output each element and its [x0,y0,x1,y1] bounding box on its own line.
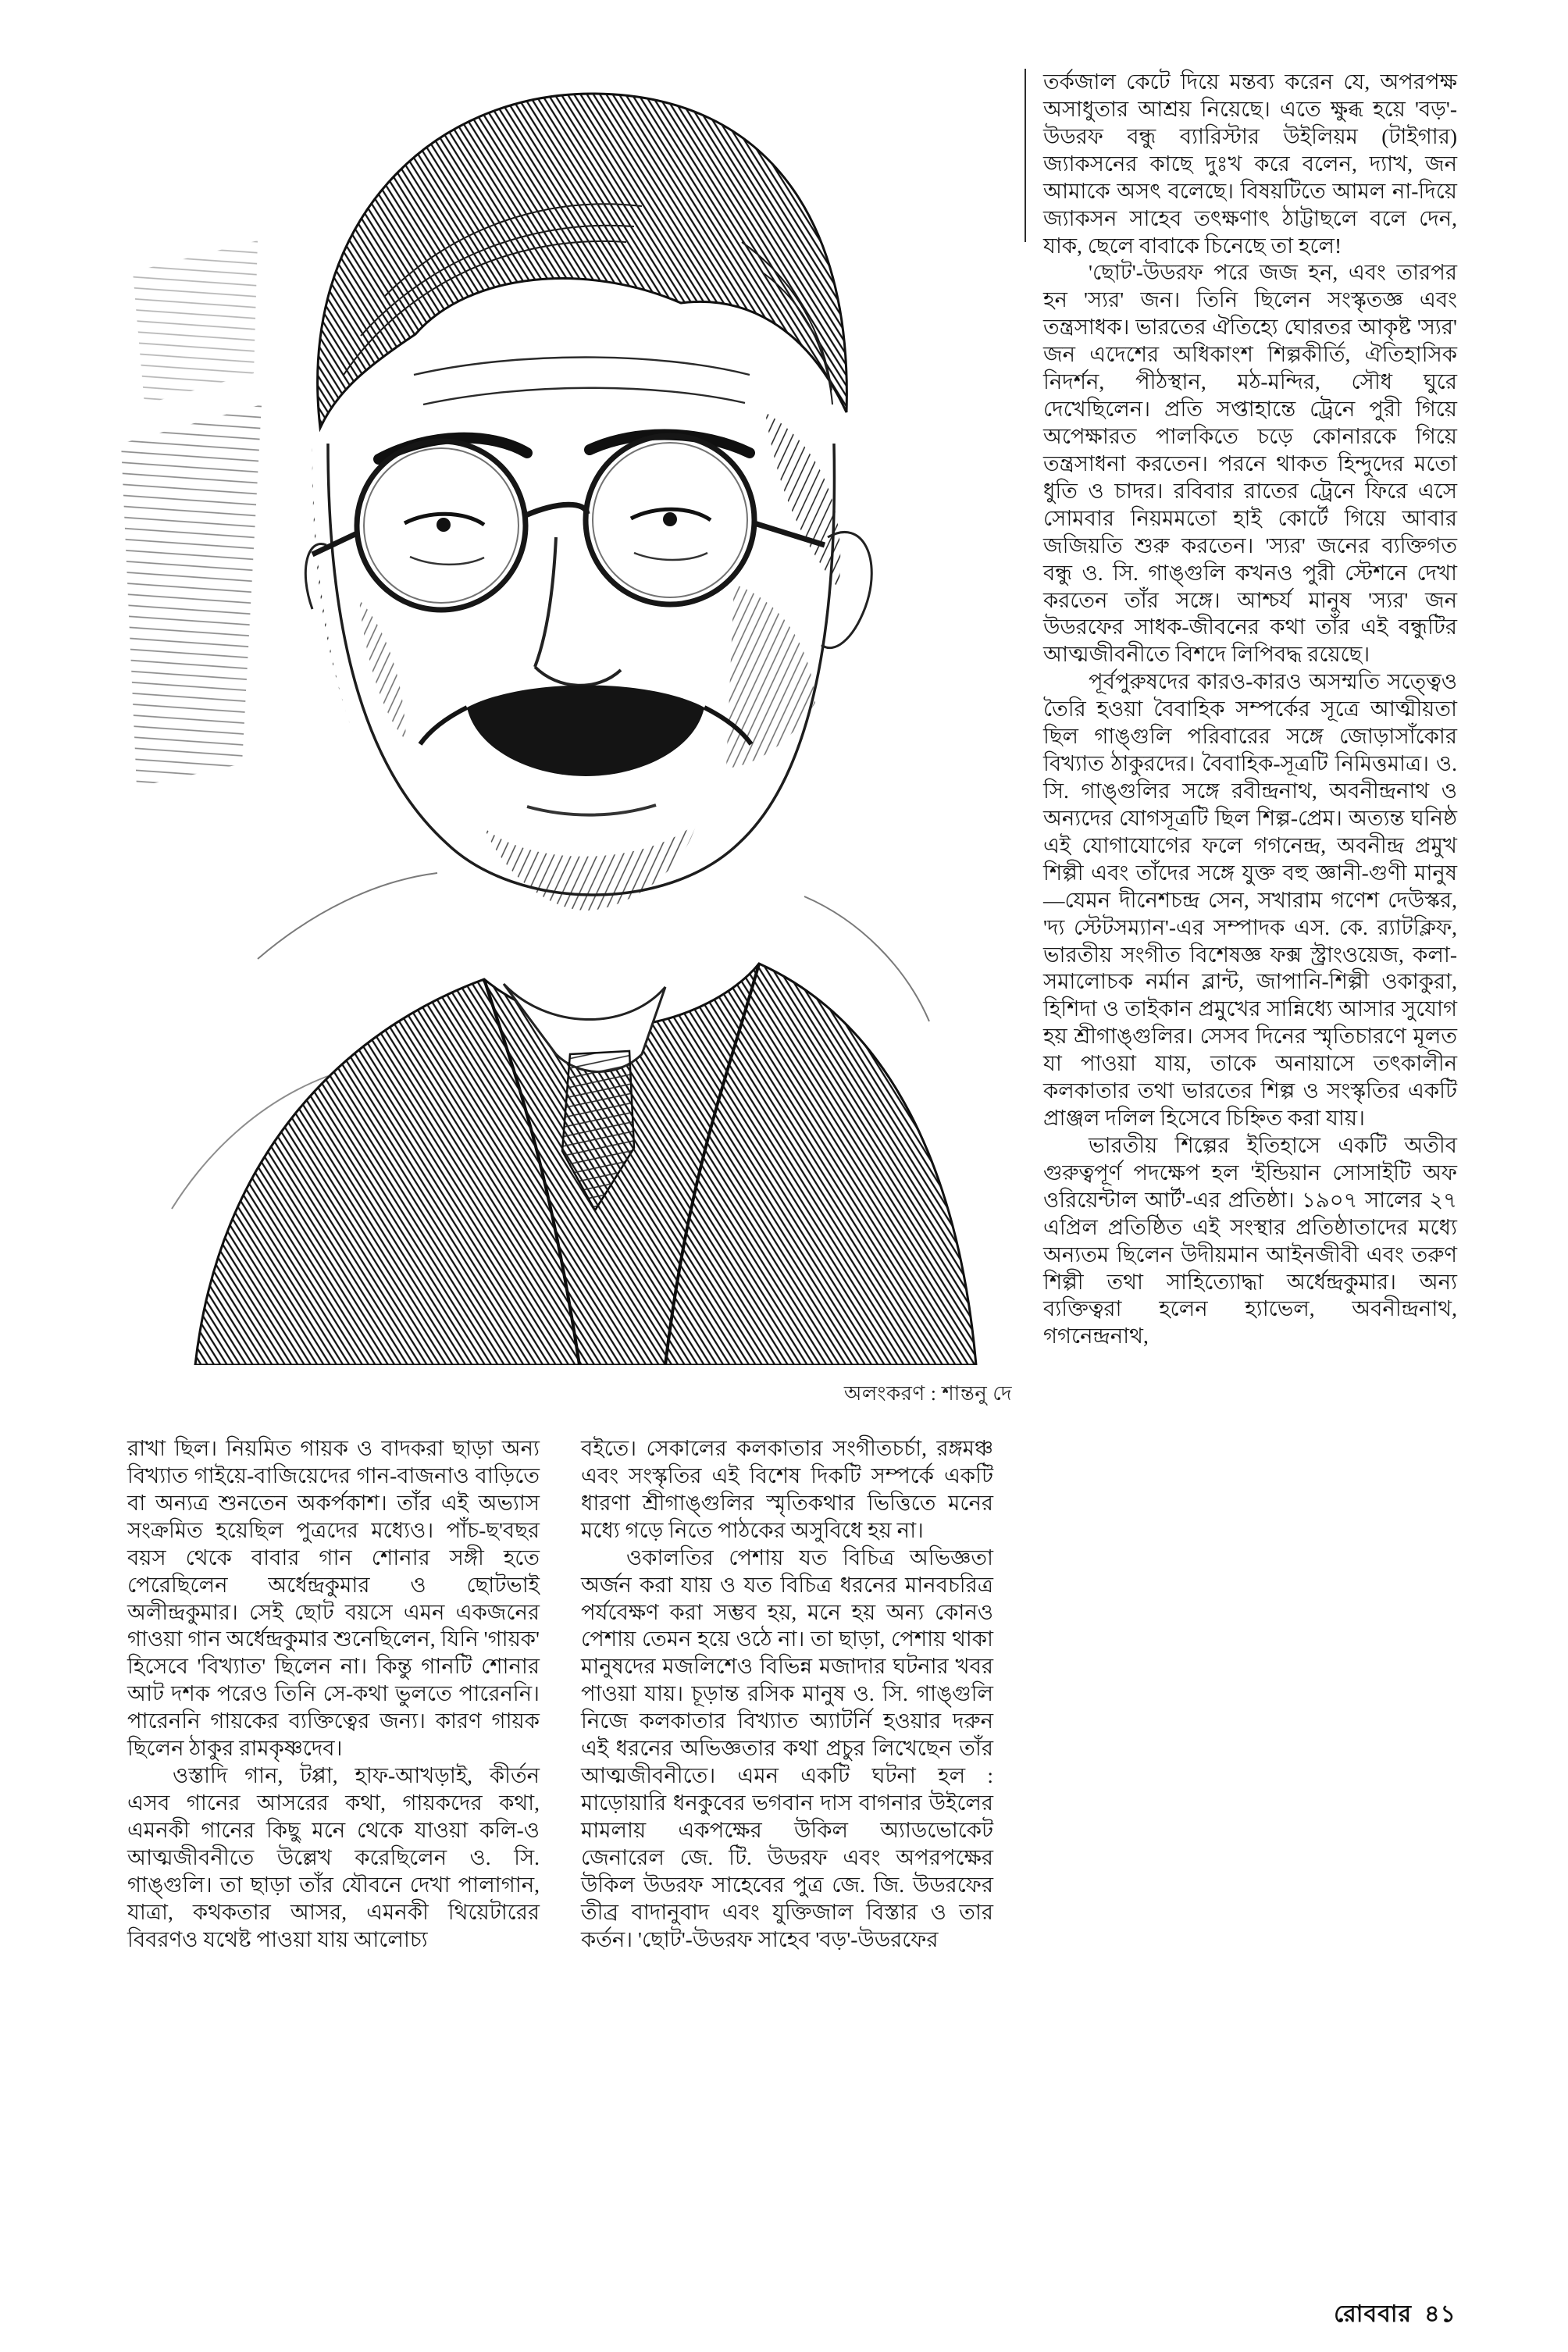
illustration-credit: অলংকরণ : শান্তনু দে [843,1382,1012,1405]
paragraph: 'ছোট'-উডরফ পরে জজ হন, এবং তারপর হন 'স্যর' জন। তিনি ছিলেন সংস্কৃতজ্ঞ এবং তন্ত্রসাধক। ভারতের ঐতিহ্যে ঘোরতর আকৃষ্ট 'স্যর' জন এদেশের অধিকাংশ শিল্পকীর্তি, ঐতিহাসিক নিদর্শন, পীঠস্থান, মঠ-মন্দির, সৌধ ঘুরে দেখেছিলেন। প্রতি সপ্তাহান্তে ট্রেনে পুরী গিয়ে অপেক্ষারত পালকিতে চড়ে কোনারকে গিয়ে তন্ত্রসাধনা করতেন। পরনে থাকত হিন্দুদের মতো ধুতি ও চাদর। রবিবার রাতের ট্রেনে ফিরে এসে সোমবার নিয়মমতো হাই কোর্টে গিয়ে আবার জজিয়তি শুরু করতেন। 'স্যর' জনের ব্যক্তিগত বন্ধু ও. সি. গাঙ্গুলি কখনও পুরী স্টেশনে দেখা করতেন তাঁর সঙ্গে। আশ্চর্য মানুষ 'স্যর' জন উডরফের সাধক-জীবনের কথা তাঁর এই বন্ধুটির আত্মজীবনীতে বিশদে লিপিবদ্ধ রয়েছে। [1043,260,1457,667]
column-left [127,1435,540,2318]
paragraph: তর্কজাল কেটে দিয়ে মন্তব্য করেন যে, অপরপক্ষ অসাধুতার আশ্রয় নিয়েছে। এতে ক্ষুব্ধ হয়ে 'বড়'-উডরফ বন্ধু ব্যারিস্টার উইলিয়ম (টাইগার) জ্যাকসনের কাছে দুঃখ করে বলেন, দ্যাখ, জন আমাকে অসৎ বলেছে। বিষয়টিতে আমল না-দিয়ে জ্যাকসন সাহেব তৎক্ষণাৎ ঠাট্টাছলে বলে দেন, যাক, ছেলে বাবাকে চিনেছে তা হলে! [1043,69,1457,258]
page-footer [1334,2295,1456,2335]
portrait-sketch-image [78,37,1015,1365]
portrait-illustration [78,37,1015,1413]
paragraph: ওস্তাদি গান, টপ্পা, হাফ-আখড়াই, কীর্তন এসব গানের আসরের কথা, গায়কদের কথা, এমনকী গানের কিছু মনে থেকে যাওয়া কলি-ও আত্মজীবনীতে উল্লেখ করেছিলেন ও. সি. গাঙ্গুলি। তা ছাড়া তাঁর যৌবনে দেখা পালাগান, যাত্রা, কথকতার আসর, এমনকী থিয়েটারের বিবরণও যথেষ্ট পাওয়া যায় আলোচ্য [127,1763,540,1951]
column-middle [581,1435,993,2318]
paragraph: পূর্বপুরুষদের কারও-কারও অসম্মতি সত্ত্বেও তৈরি হওয়া বৈবাহিক সম্পর্কের সূত্রে আত্মীয়তা ছিল গাঙ্গুলি পরিবারের সঙ্গে জোড়াসাঁকোর বিখ্যাত ঠাকুরদের। বৈবাহিক-সূত্রটি নিমিত্তমাত্র। ও. সি. গাঙ্গুলির সঙ্গে রবীন্দ্রনাথ, অবনীন্দ্রনাথ ও অন্যদের যোগসূত্রটি ছিল শিল্প-প্রেম। অত্যন্ত ঘনিষ্ঠ এই যোগাযোগের ফলে গগনেন্দ্র, অবনীন্দ্র প্রমুখ শিল্পী এবং তাঁদের সঙ্গে যুক্ত বহু জ্ঞানী-গুণী মানুষ—যেমন দীনেশচন্দ্র সেন, সখারাম গণেশ দেউস্কর, 'দ্য স্টেটসম্যান'-এর সম্পাদক এস. কে. র‍্যাটক্লিফ, ভারতীয় সংগীত বিশেষজ্ঞ ফক্স স্ট্রাংওয়েজ, কলা-সমালোচক নর্মান ব্লান্ট, জাপানি-শিল্পী ওকাকুরা, হিশিদা ও তাইকান প্রমুখের সান্নিধ্যে আসার সুযোগ হয় শ্রীগাঙ্গুলির। সেসব দিনের স্মৃতিচারণে মূলত যা পাওয়া যায়, তাকে অনায়াসে তৎকালীন কলকাতার তথা ভারতের শিল্প ও সংস্কৃতির একটি প্রাঞ্জল দলিল হিসেবে চিহ্নিত করা যায়। [1043,669,1457,1131]
paragraph: ওকালতির পেশায় যত বিচিত্র অভিজ্ঞতা অর্জন করা যায় ও যত বিচিত্র ধরনের মানবচরিত্র পর্যবেক্ষণ করা সম্ভব হয়, মনে হয় অন্য কোনও পেশায় তেমন হয়ে ওঠে না। তা ছাড়া, পেশায় থাকা মানুষদের মজলিশেও বিভিন্ন মজাদার ঘটনার খবর পাওয়া যায়। চূড়ান্ত রসিক মানুষ ও. সি. গাঙ্গুলি নিজে কলকাতার বিখ্যাত অ্যাটর্নি হওয়ার দরুন এই ধরনের অভিজ্ঞতার কথা প্রচুর লিখেছেন তাঁর আত্মজীবনীতে। এমন একটি ঘটনা হল : মাড়োয়ারি ধনকুবের ভগবান দাস বাগনার উইলের মামলায় একপক্ষের উকিল অ্যাডভোকেট জেনারেল জে. টি. উডরফ এবং অপরপক্ষের উকিল উডরফ সাহেবের পুত্র জে. জি. উডরফের তীব্র বাদানুবাদ এবং যুক্তিজাল বিস্তার ও তার কর্তন। 'ছোট'-উডরফ সাহেব 'বড়'-উডরফের [581,1545,993,1951]
page-number: ৪১ [1424,2301,1456,2327]
paragraph: বইতে। সেকালের কলকাতার সংগীতচর্চা, রঙ্গমঞ্চ এবং সংস্কৃতির এই বিশেষ দিকটি সম্পর্কে একটি ধারণা শ্রীগাঙ্গুলির স্মৃতিকথার ভিত্তিতে মনের মধ্যে গড়ে নিতে পাঠকের অসুবিধে হয় না। [581,1436,993,1542]
paragraph: ভারতীয় শিল্পের ইতিহাসে একটি অতীব গুরুত্বপূর্ণ পদক্ষেপ হল 'ইন্ডিয়ান সোসাইটি অফ ওরিয়েন্টাল আর্ট'-এর প্রতিষ্ঠা। ১৯০৭ সালের ২৭ এপ্রিল প্রতিষ্ঠিত এই সংস্থার প্রতিষ্ঠাতাদের মধ্যে অন্যতম ছিলেন উদীয়মান আইনজীবী এবং তরুণ শিল্পী তথা সাহিত্যোদ্ধা অর্ধেন্দ্রকুমার। অন্য ব্যক্তিত্বরা হলেন হ্যাভেল, অবনীন্দ্রনাথ, গগনেন্দ্রনাথ, [1043,1132,1457,1349]
column-right [1043,69,1457,2318]
paragraph: রাখা ছিল। নিয়মিত গায়ক ও বাদকরা ছাড়া অন্য বিখ্যাত গাইয়ে-বাজিয়েদের গান-বাজনাও বাড়িতে বা অন্যত্র শুনতেন অকর্পকাশ। তাঁর এই অভ্যাস সংক্রমিত হয়েছিল পুত্রদের মধ্যেও। পাঁচ-ছ'বছর বয়স থেকে বাবার গান শোনার সঙ্গী হতে পেরেছিলেন অর্ধেন্দ্রকুমার ও ছোটভাই অলীন্দ্রকুমার। সেই ছোট বয়সে এমন একজনের গাওয়া গান অর্ধেন্দ্রকুমার শুনেছিলেন, যিনি 'গায়ক' হিসেবে 'বিখ্যাত' ছিলেন না। কিন্তু গানটি শোনার আট দশক পরেও তিনি সে-কথা ভুলতে পারেননি। পারেননি গায়কের ব্যক্তিত্বের জন্য। কারণ গায়ক ছিলেন ঠাকুর রামকৃষ্ণদেব। [127,1436,540,1761]
magazine-name: রোববার [1334,2301,1413,2327]
column-rule [1025,69,1026,242]
